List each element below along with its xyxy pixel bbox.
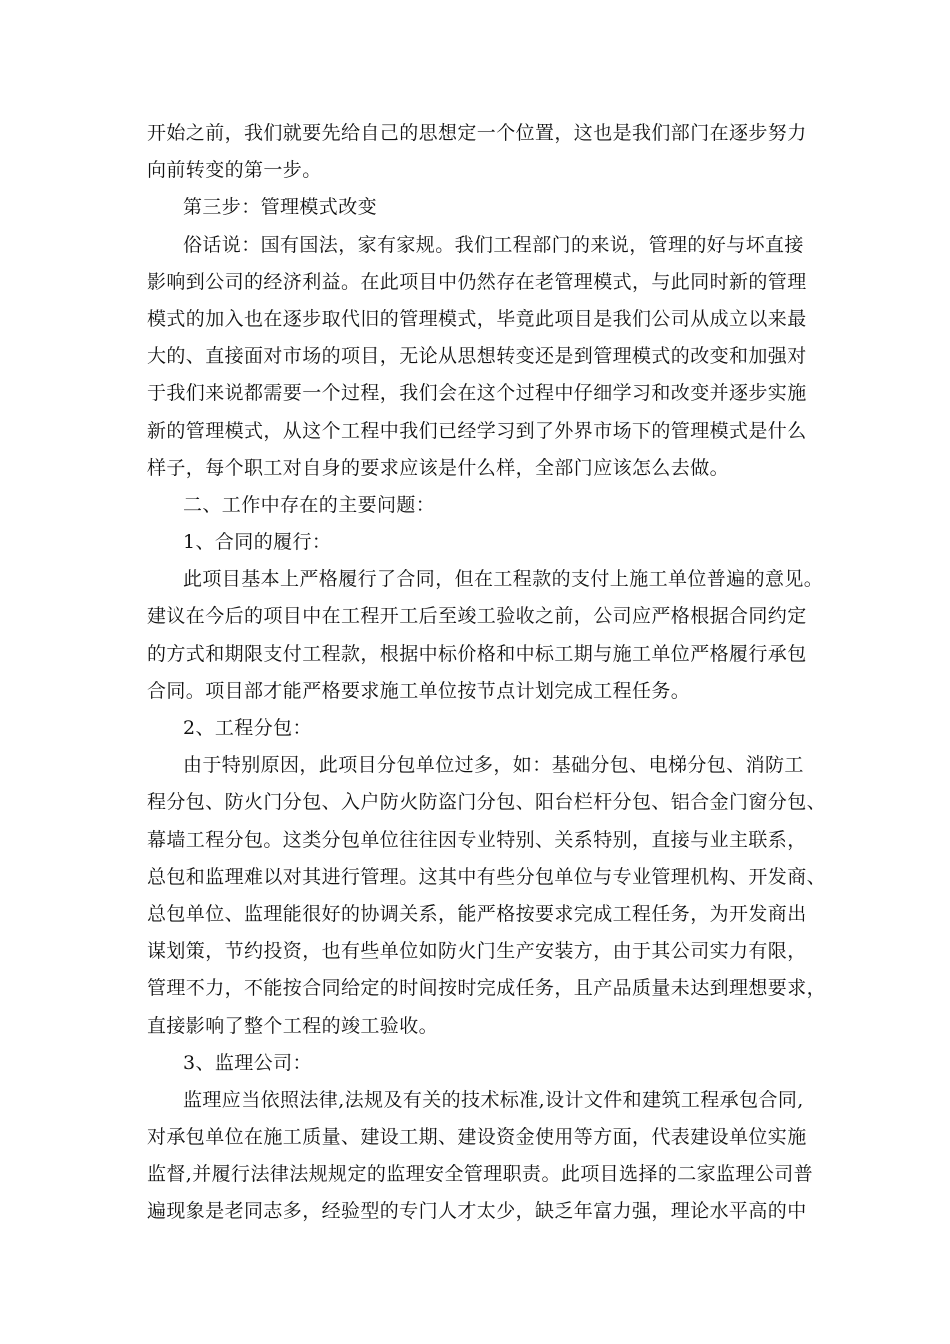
subheading-subcontract: 2、工程分包：	[183, 717, 312, 739]
text-line: 监督,并履行法律法规规定的监理安全管理职责。此项目选择的二家监理公司普	[147, 1163, 814, 1186]
document-body	[147, 115, 827, 1231]
text-line: 此项目基本上严格履行了合同，但在工程款的支付上施工单位普遍的意见。	[183, 568, 824, 591]
text-line: 程分包、防火门分包、入户防火防盗门分包、阳台栏杆分包、铝合金门窗分包、	[147, 791, 827, 814]
text-line: 新的管理模式，从这个工程中我们已经学习到了外界市场下的管理模式是什么	[147, 419, 807, 442]
text-line: 管理不力，不能按合同给定的时间按时完成任务，且产品质量未达到理想要求，	[147, 977, 827, 1000]
text-line: 由于特别原因，此项目分包单位过多，如：基础分包、电梯分包、消防工	[183, 754, 804, 777]
text-line: 谋划策，节约投资，也有些单位如防火门生产安装方，由于其公司实力有限，	[147, 940, 807, 963]
text-line: 对承包单位在施工质量、建设工期、建设资金使用等方面，代表建设单位实施	[147, 1126, 807, 1149]
text-line: 大的、直接面对市场的项目，无论从思想转变还是到管理模式的改变和加强对	[147, 345, 807, 368]
text-line: 俗话说：国有国法，家有家规。我们工程部门的来说，管理的好与坏直接	[183, 233, 804, 256]
text-line: 总包单位、监理能很好的协调关系，能严格按要求完成工程任务，为开发商出	[147, 902, 807, 925]
text-line: 建议在今后的项目中在工程开工后至竣工验收之前，公司应严格根据合同约定	[147, 605, 807, 628]
subheading-supervision: 3、监理公司：	[183, 1051, 312, 1074]
section-heading-problems: 二、工作中存在的主要问题：	[183, 493, 436, 516]
text-line: 监理应当依照法律,法规及有关的技术标准,设计文件和建筑工程承包合同,	[183, 1088, 804, 1111]
text-line: 幕墙工程分包。这类分包单位往往因专业特别、关系特别，直接与业主联系，	[147, 828, 807, 851]
text-line: 开始之前，我们就要先给自己的思想定一个位置，这也是我们部门在逐步努力	[147, 122, 807, 144]
text-line: 合同。项目部才能严格要求施工单位按节点计划完成工程任务。	[147, 679, 691, 702]
text-line: 样子，每个职工对自身的要求应该是什么样，全部门应该怎么去做。	[147, 456, 730, 479]
text-line: 总包和监理难以对其进行管理。这其中有些分包单位与专业管理机构、开发商、	[147, 865, 827, 888]
subheading-contract: 1、合同的履行：	[183, 531, 332, 554]
section-heading-step-three: 第三步：管理模式改变	[183, 196, 378, 219]
text-line: 直接影响了整个工程的竣工验收。	[147, 1014, 439, 1037]
text-line: 遍现象是老同志多，经验型的专门人才太少，缺乏年富力强，理论水平高的中	[147, 1200, 807, 1223]
text-line: 的方式和期限支付工程款，根据中标价格和中标工期与施工单位严格履行承包	[147, 642, 807, 665]
text-line: 向前转变的第一步。	[147, 159, 322, 182]
text-line: 于我们来说都需要一个过程，我们会在这个过程中仔细学习和改变并逐步实施	[147, 382, 807, 405]
text-line: 影响到公司的经济利益。在此项目中仍然存在老管理模式，与此同时新的管理	[147, 270, 807, 293]
text-line: 模式的加入也在逐步取代旧的管理模式，毕竟此项目是我们公司从成立以来最	[147, 307, 807, 330]
